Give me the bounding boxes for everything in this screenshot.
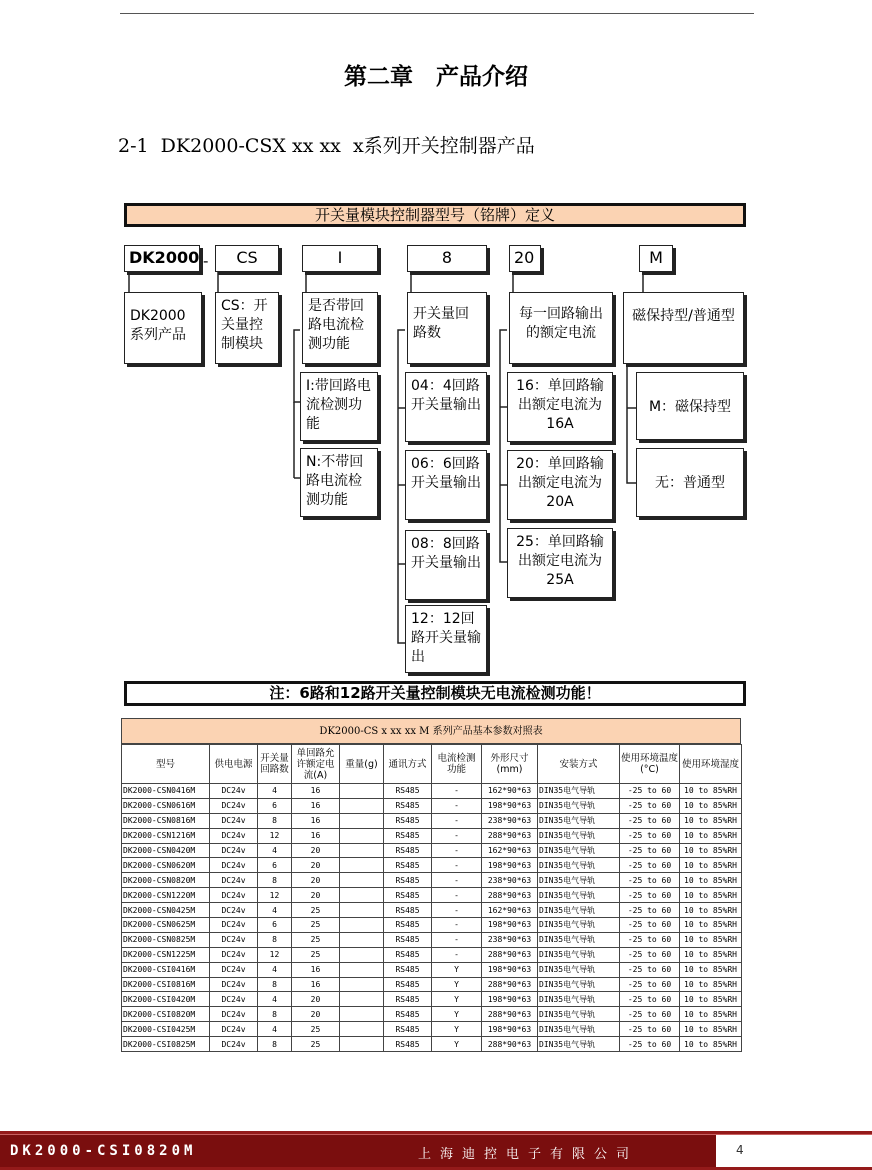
table-cell: DC24v	[210, 784, 258, 799]
option-detect-i: I:带回路电流检测功能	[300, 372, 378, 441]
table-header-cell: 单回路允许额定电流(A)	[292, 745, 340, 784]
table-cell: DC24v	[210, 977, 258, 992]
table-cell: 10 to 85%RH	[680, 858, 742, 873]
table-cell: 12	[258, 828, 292, 843]
table-cell: DC24v	[210, 1037, 258, 1052]
table-cell: 25	[292, 1022, 340, 1037]
option-channels-04: 04：4回路开关量输出	[405, 372, 487, 442]
table-cell	[340, 1007, 384, 1022]
table-row	[122, 918, 742, 933]
table-cell: DK2000-CSI0816M	[122, 977, 210, 992]
table-cell: RS485	[384, 947, 432, 962]
table-cell: DK2000-CSI0825M	[122, 1037, 210, 1052]
table-cell: 25	[292, 932, 340, 947]
table-cell: DC24v	[210, 947, 258, 962]
parameter-table	[121, 718, 741, 1052]
table-cell: -	[432, 843, 482, 858]
table-row	[122, 947, 742, 962]
table-cell: RS485	[384, 858, 432, 873]
table-cell: RS485	[384, 992, 432, 1007]
table-header-cell: 通讯方式	[384, 745, 432, 784]
code-separator: -	[203, 251, 209, 270]
code-box-series: DK2000	[124, 245, 200, 272]
table-header-cell: 开关量回路数	[258, 745, 292, 784]
table-cell: 4	[258, 1022, 292, 1037]
table-cell: DK2000-CSI0820M	[122, 1007, 210, 1022]
table-cell: -25 to 60	[620, 813, 680, 828]
table-header-cell: 外形尺寸(mm)	[482, 745, 538, 784]
table-cell: DIN35电气导轨	[538, 798, 620, 813]
table-cell: -25 to 60	[620, 1037, 680, 1052]
table-cell: 238*90*63	[482, 813, 538, 828]
table-cell: 10 to 85%RH	[680, 903, 742, 918]
option-detect-n: N:不带回路电流检测功能	[300, 448, 378, 517]
table-cell: 10 to 85%RH	[680, 873, 742, 888]
table-cell: Y	[432, 962, 482, 977]
table-cell: DC24v	[210, 873, 258, 888]
table-cell: DC24v	[210, 1007, 258, 1022]
table-cell: DC24v	[210, 932, 258, 947]
table-cell: 8	[258, 1037, 292, 1052]
table-cell: 16	[292, 962, 340, 977]
table-cell	[340, 962, 384, 977]
table-cell	[340, 947, 384, 962]
table-cell: 25	[292, 903, 340, 918]
desc-module: CS：开关量控制模块	[215, 292, 279, 364]
table-cell	[340, 843, 384, 858]
table-row	[122, 828, 742, 843]
table-cell: 10 to 85%RH	[680, 843, 742, 858]
table-header-cell: 使用环境湿度	[680, 745, 742, 784]
table-cell: DIN35电气导轨	[538, 1037, 620, 1052]
table-cell: 10 to 85%RH	[680, 784, 742, 799]
table-cell: DC24v	[210, 903, 258, 918]
table-cell: DIN35电气导轨	[538, 903, 620, 918]
table-row	[122, 932, 742, 947]
table-cell: DIN35电气导轨	[538, 932, 620, 947]
footer-model: DK2000-CSI0820M	[10, 1143, 197, 1159]
option-channels-12: 12：12回路开关量输出	[405, 605, 487, 673]
table-cell: RS485	[384, 873, 432, 888]
table-cell: -	[432, 918, 482, 933]
table-cell: Y	[432, 1037, 482, 1052]
desc-type: 磁保持型/普通型	[623, 292, 744, 364]
table-cell: DK2000-CSN0620M	[122, 858, 210, 873]
table-row	[122, 798, 742, 813]
table-cell: -25 to 60	[620, 918, 680, 933]
table-row	[122, 962, 742, 977]
table-cell: 4	[258, 903, 292, 918]
table-cell: -	[432, 784, 482, 799]
table-cell: RS485	[384, 932, 432, 947]
table-cell: DC24v	[210, 1022, 258, 1037]
table-cell: 8	[258, 1007, 292, 1022]
option-channels-06: 06：6回路开关量输出	[405, 450, 487, 520]
table-cell: DIN35电气导轨	[538, 888, 620, 903]
table-cell: DK2000-CSN0816M	[122, 813, 210, 828]
option-type-none: 无：普通型	[636, 448, 744, 517]
table-cell: DK2000-CSI0416M	[122, 962, 210, 977]
table-header-cell: 供电电源	[210, 745, 258, 784]
table-cell: 12	[258, 947, 292, 962]
table-cell: DIN35电气导轨	[538, 784, 620, 799]
table-cell: DIN35电气导轨	[538, 873, 620, 888]
table-cell: 20	[292, 992, 340, 1007]
option-current-16: 16：单回路输出额定电流为16A	[507, 372, 613, 442]
table-cell: 10 to 85%RH	[680, 992, 742, 1007]
table-cell: -25 to 60	[620, 858, 680, 873]
table-cell: 198*90*63	[482, 918, 538, 933]
table-cell: RS485	[384, 828, 432, 843]
table-cell	[340, 784, 384, 799]
table-cell: 20	[292, 843, 340, 858]
table-cell	[340, 977, 384, 992]
table-cell: DIN35电气导轨	[538, 962, 620, 977]
table-cell	[340, 873, 384, 888]
table-cell	[340, 992, 384, 1007]
table-row	[122, 888, 742, 903]
option-channels-08: 08：8回路开关量输出	[405, 530, 487, 600]
table-cell: DIN35电气导轨	[538, 828, 620, 843]
table-cell	[340, 813, 384, 828]
table-cell: 8	[258, 813, 292, 828]
table-cell: -25 to 60	[620, 977, 680, 992]
table-cell: DK2000-CSI0425M	[122, 1022, 210, 1037]
table-cell: -25 to 60	[620, 947, 680, 962]
page-footer	[0, 1131, 872, 1170]
table-cell: 6	[258, 918, 292, 933]
chapter-title: 第二章 产品介绍	[344, 63, 528, 90]
table-cell: 288*90*63	[482, 977, 538, 992]
table-cell: 25	[292, 1037, 340, 1052]
table-cell: 288*90*63	[482, 1007, 538, 1022]
table-cell: -25 to 60	[620, 843, 680, 858]
table-cell: 8	[258, 977, 292, 992]
table-cell: RS485	[384, 1037, 432, 1052]
table-cell	[340, 798, 384, 813]
table-cell: 6	[258, 858, 292, 873]
table-cell	[340, 903, 384, 918]
code-box-channels: 8	[407, 245, 487, 272]
table-cell: RS485	[384, 903, 432, 918]
table-cell: 288*90*63	[482, 888, 538, 903]
table-cell: 198*90*63	[482, 798, 538, 813]
table-cell: DC24v	[210, 843, 258, 858]
table-cell: DIN35电气导轨	[538, 992, 620, 1007]
table-cell: 10 to 85%RH	[680, 962, 742, 977]
table-cell: RS485	[384, 798, 432, 813]
table-cell: RS485	[384, 962, 432, 977]
table-cell	[340, 932, 384, 947]
table-cell: 10 to 85%RH	[680, 1037, 742, 1052]
table-cell	[340, 1022, 384, 1037]
table-cell: 10 to 85%RH	[680, 1022, 742, 1037]
table-cell: 162*90*63	[482, 784, 538, 799]
table-cell: 238*90*63	[482, 873, 538, 888]
table-cell: -25 to 60	[620, 962, 680, 977]
table-cell: -25 to 60	[620, 1022, 680, 1037]
table-row	[122, 977, 742, 992]
table-cell: DK2000-CSN1220M	[122, 888, 210, 903]
table-cell: -	[432, 903, 482, 918]
table-cell: 25	[292, 947, 340, 962]
table-cell: RS485	[384, 977, 432, 992]
page-number: 4	[736, 1143, 744, 1157]
table-cell: -25 to 60	[620, 992, 680, 1007]
table-cell: 16	[292, 798, 340, 813]
table-cell: 20	[292, 1007, 340, 1022]
table-cell: 16	[292, 977, 340, 992]
table-cell: -25 to 60	[620, 828, 680, 843]
table-cell	[340, 1037, 384, 1052]
table-header-cell: 重量(g)	[340, 745, 384, 784]
table-cell: DIN35电气导轨	[538, 977, 620, 992]
table-cell: DIN35电气导轨	[538, 843, 620, 858]
table-cell	[340, 828, 384, 843]
table-cell: -	[432, 932, 482, 947]
table-cell: 198*90*63	[482, 962, 538, 977]
desc-series: DK2000系列产品	[124, 292, 202, 364]
table-cell: Y	[432, 992, 482, 1007]
table-cell: 4	[258, 784, 292, 799]
option-current-20: 20：单回路输出额定电流为20A	[507, 450, 613, 520]
table-cell: 16	[292, 828, 340, 843]
table-cell: RS485	[384, 1007, 432, 1022]
table-cell: -	[432, 813, 482, 828]
table-cell: DC24v	[210, 962, 258, 977]
desc-detect: 是否带回路电流检测功能	[302, 292, 378, 364]
table-cell: 10 to 85%RH	[680, 888, 742, 903]
desc-channels: 开关量回路数	[407, 292, 487, 364]
table-cell: DK2000-CSN0420M	[122, 843, 210, 858]
table-cell: 10 to 85%RH	[680, 798, 742, 813]
table-cell: 4	[258, 843, 292, 858]
table-cell: DK2000-CSN0425M	[122, 903, 210, 918]
diagram-note: 注：6路和12路开关量控制模块无电流检测功能！	[124, 681, 746, 706]
table-cell: 162*90*63	[482, 843, 538, 858]
table-cell: 4	[258, 962, 292, 977]
table-row	[122, 1007, 742, 1022]
footer-company: 上海迪控电子有限公司	[418, 1147, 639, 1162]
table-cell: 10 to 85%RH	[680, 918, 742, 933]
table-row	[122, 813, 742, 828]
table-cell: RS485	[384, 813, 432, 828]
table-row	[122, 784, 742, 799]
table-cell: RS485	[384, 784, 432, 799]
table-cell: DK2000-CSI0420M	[122, 992, 210, 1007]
table-cell	[340, 858, 384, 873]
table-cell: -25 to 60	[620, 888, 680, 903]
table-cell: -25 to 60	[620, 784, 680, 799]
table-cell: 4	[258, 992, 292, 1007]
table-cell: DC24v	[210, 888, 258, 903]
table-header-cell: 型号	[122, 745, 210, 784]
table-cell: Y	[432, 1007, 482, 1022]
table-cell: 288*90*63	[482, 828, 538, 843]
table-cell: 20	[292, 873, 340, 888]
table-cell: 288*90*63	[482, 947, 538, 962]
table-cell: DIN35电气导轨	[538, 918, 620, 933]
table-cell: DC24v	[210, 828, 258, 843]
table-cell: -	[432, 828, 482, 843]
desc-current: 每一回路输出的额定电流	[509, 292, 613, 364]
section-title: 2-1 DK2000-CSX xx xx x系列开关控制器产品	[118, 135, 535, 157]
table-cell	[340, 918, 384, 933]
table-cell: 10 to 85%RH	[680, 947, 742, 962]
table-row	[122, 843, 742, 858]
table-cell: DK2000-CSN0625M	[122, 918, 210, 933]
option-current-25: 25：单回路输出额定电流为25A	[507, 528, 613, 598]
diagram-header: 开关量模块控制器型号（铭牌）定义	[124, 203, 746, 227]
table-cell: -25 to 60	[620, 903, 680, 918]
table-cell: DC24v	[210, 918, 258, 933]
table-cell: -25 to 60	[620, 932, 680, 947]
table-header-cell: 安装方式	[538, 745, 620, 784]
table-cell: RS485	[384, 918, 432, 933]
code-box-current: 20	[509, 245, 541, 272]
table-cell	[340, 888, 384, 903]
table-cell: 25	[292, 918, 340, 933]
code-box-detect: I	[302, 245, 378, 272]
table-header-cell: 使用环境温度(°C)	[620, 745, 680, 784]
table-cell: 8	[258, 873, 292, 888]
table-cell: DIN35电气导轨	[538, 1022, 620, 1037]
table-cell: DC24v	[210, 813, 258, 828]
table-cell: -	[432, 798, 482, 813]
table-cell: -25 to 60	[620, 1007, 680, 1022]
table-cell: 10 to 85%RH	[680, 813, 742, 828]
table-cell: 16	[292, 784, 340, 799]
table-cell: 10 to 85%RH	[680, 828, 742, 843]
table-row	[122, 1037, 742, 1052]
table-cell: Y	[432, 1022, 482, 1037]
table-cell: 10 to 85%RH	[680, 1007, 742, 1022]
code-box-type: M	[639, 245, 673, 272]
table-cell: 6	[258, 798, 292, 813]
table-cell: DK2000-CSN1225M	[122, 947, 210, 962]
table-cell: DC24v	[210, 858, 258, 873]
table-cell: DIN35电气导轨	[538, 858, 620, 873]
table-header-cell: 电流检测功能	[432, 745, 482, 784]
table-cell: 12	[258, 888, 292, 903]
table-cell: DIN35电气导轨	[538, 1007, 620, 1022]
table-row	[122, 992, 742, 1007]
table-cell: DK2000-CSN1216M	[122, 828, 210, 843]
table-row	[122, 858, 742, 873]
table-cell: 288*90*63	[482, 1037, 538, 1052]
table-cell: 8	[258, 932, 292, 947]
table-cell: 238*90*63	[482, 932, 538, 947]
table-cell: 198*90*63	[482, 858, 538, 873]
table-cell: 10 to 85%RH	[680, 977, 742, 992]
table-cell: 10 to 85%RH	[680, 932, 742, 947]
table-cell: 16	[292, 813, 340, 828]
table-cell: 20	[292, 858, 340, 873]
table-cell: -	[432, 858, 482, 873]
table-cell: -	[432, 888, 482, 903]
table-cell: 162*90*63	[482, 903, 538, 918]
table-cell: DK2000-CSN0825M	[122, 932, 210, 947]
table-cell: DIN35电气导轨	[538, 813, 620, 828]
table-cell: -	[432, 873, 482, 888]
table-cell: DK2000-CSN0820M	[122, 873, 210, 888]
table-cell: -25 to 60	[620, 873, 680, 888]
table-title: DK2000-CS x xx xx M 系列产品基本参数对照表	[121, 718, 741, 744]
table-cell: Y	[432, 977, 482, 992]
table-cell: DK2000-CSN0416M	[122, 784, 210, 799]
footer-page-box	[713, 1135, 872, 1167]
code-box-module: CS	[215, 245, 279, 272]
table-cell: -	[432, 947, 482, 962]
table-cell: 198*90*63	[482, 1022, 538, 1037]
table-cell: DIN35电气导轨	[538, 947, 620, 962]
table-row	[122, 873, 742, 888]
table-cell: DC24v	[210, 798, 258, 813]
table-cell: 20	[292, 888, 340, 903]
table-cell: RS485	[384, 888, 432, 903]
option-type-m: M：磁保持型	[636, 372, 744, 440]
table-cell: -25 to 60	[620, 798, 680, 813]
table-cell: RS485	[384, 1022, 432, 1037]
table-cell: DK2000-CSN0616M	[122, 798, 210, 813]
table-cell: DC24v	[210, 992, 258, 1007]
table-row	[122, 1022, 742, 1037]
table-cell: 198*90*63	[482, 992, 538, 1007]
table-cell: RS485	[384, 843, 432, 858]
table-row	[122, 903, 742, 918]
